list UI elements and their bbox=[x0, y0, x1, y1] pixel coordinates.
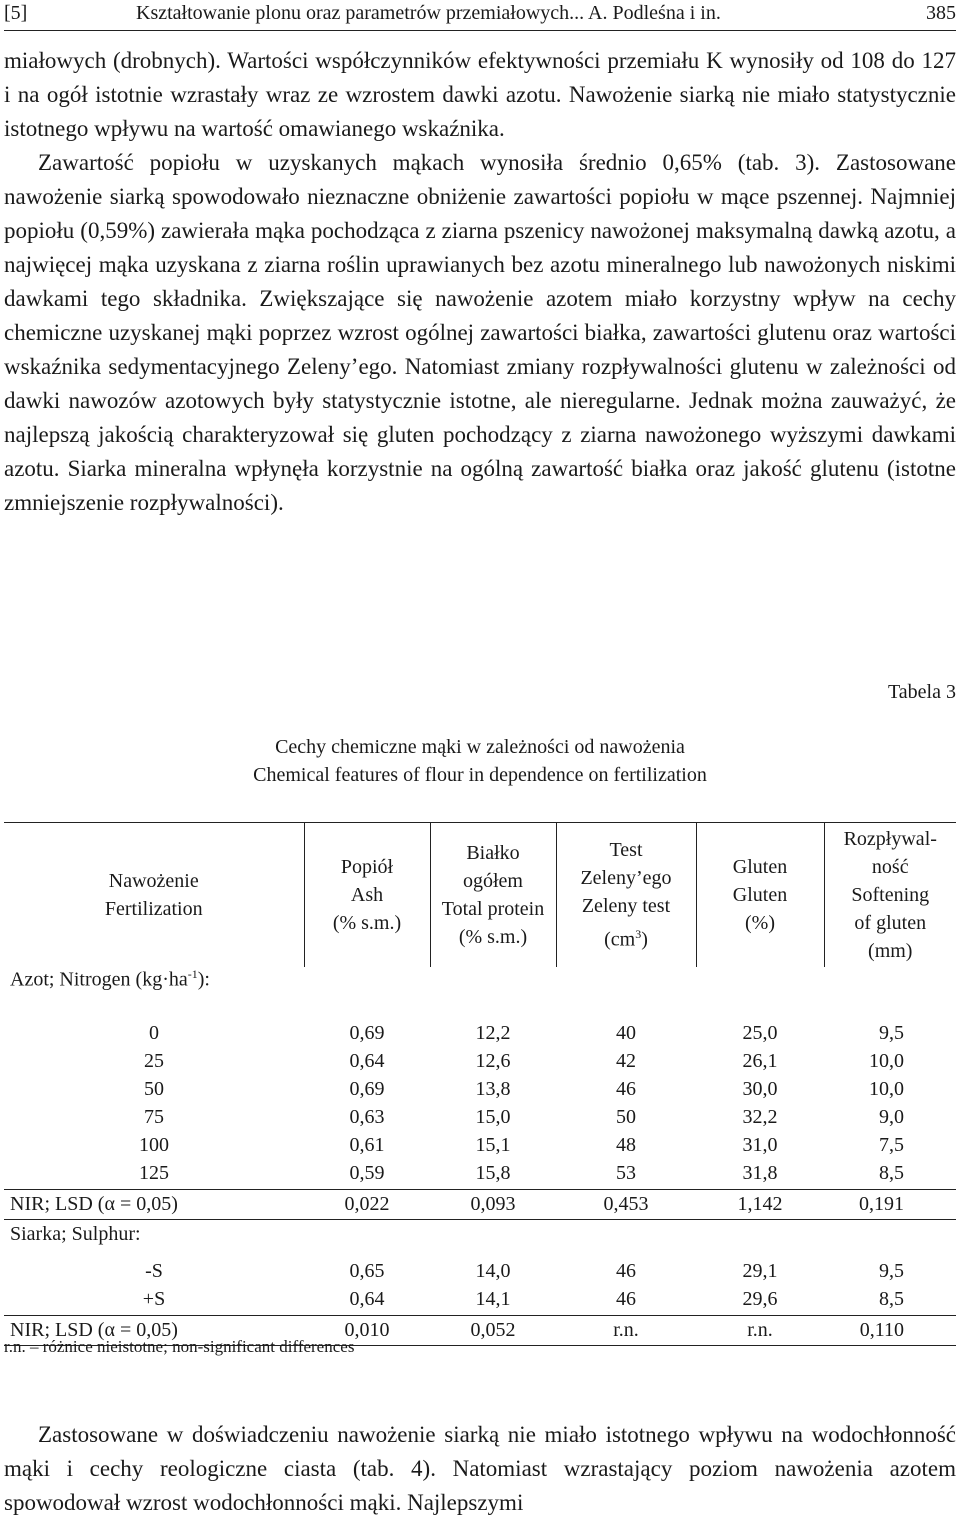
header-zeleny: Test Zeleny’ego Zeleny test $(cm^3)$ bbox=[556, 823, 696, 968]
paragraph: Zawartość popiołu w uzyskanych mąkach wynosiła średnio 0,65% (tab. 3). Zastosowane nawożenie siarką spowodowało nieznaczne obniżenie zawartości popiołu w mące pszennej. Najmniej popiołu (0,59%) zawierała mąka pochodząca z ziarna pszenicy nawożonej maksymalną dawką azotu, a najwięcej mąka uzyskana z ziarna roślin uprawianych bez azotu mineralnego lub nawożonych niskimi dawkami tego składnika. Zwiększające się nawożenie azotem miało korzystny wpływ na cechy chemiczne uzyskanej mąki poprzez wzrost ogólnej zawartości białka, zawartości glutenu oraz wartości wskaźnika sedymentacyjnego Zeleny’ego. Natomiast zmiany rozpływalności glutenu w zależności od dawki nawozów azotowych były statystycznie istotne, ale nieregularne. Jednak można zauważyć, że najlepszą jakością charakteryzował się gluten pochodzący z ziarna nawożonego wyższymi dawkami azotu. Siarka mineralna wpłynęła korzystnie na ogólną zawartość białka oraz jakość glutenu (istotne zmniejszenie rozpływalności). bbox=[4, 150, 956, 515]
table-row: 25 0,64 12,6 42 26,1 10,0 bbox=[144, 1049, 904, 1072]
page-header bbox=[4, 0, 956, 31]
section-number: [5] bbox=[4, 2, 28, 24]
paragraph: Zastosowane w doświadczeniu nawożenie siarką nie miało istotnego wpływu na wodochłonność mąki i cechy reologiczne ciasta (tab. 4). Natomiast wzrastający poziom nawożenia azotem spowodował wzrost wodochłonności mąki. Najlepszymi bbox=[4, 1422, 956, 1515]
header-ash: Popiół Ash (% s.m.) bbox=[304, 823, 430, 968]
nitrogen-label-row bbox=[4, 967, 956, 1003]
header-gluten: Gluten Gluten (%) bbox=[696, 823, 824, 968]
table-row: 75 0,63 15,0 50 32,2 9,0 bbox=[144, 1105, 904, 1128]
page-number: 385 bbox=[926, 2, 956, 24]
table-row: 50 0,69 13,8 46 30,0 10,0 bbox=[144, 1077, 904, 1100]
table-row: +S 0,64 14,1 46 29,6 8,5 bbox=[142, 1288, 904, 1311]
sulphur-label-row bbox=[4, 1219, 956, 1249]
body-text-bottom bbox=[4, 1418, 956, 1520]
lsd-row-sulphur: NIR; LSD (α = 0,05) 0,010 0,052 r.n. r.n. 0,110 bbox=[4, 1315, 956, 1345]
table-row: 0 0,69 12,2 40 25,0 9,5 bbox=[149, 1021, 904, 1044]
sulphur-label: Siarka; Sulphur: bbox=[4, 1219, 956, 1249]
header-protein: Białko ogółem Total protein (% s.m.) bbox=[430, 823, 556, 968]
header-softening: Rozpływal- ność Softening of gluten (mm) bbox=[824, 823, 956, 968]
lsd-label: NIR; LSD (α = 0,05) bbox=[4, 1315, 304, 1345]
table-number: Tabela 3 bbox=[887, 681, 956, 703]
table-footnote: r.n. – różnice nieistotne; non-significant differences bbox=[4, 1337, 355, 1356]
table-row: -S 0,65 14,0 46 29,1 9,5 bbox=[145, 1259, 904, 1282]
running-title: Kształtowanie plonu oraz parametrów przemiałowych... A. Podleśna i in. bbox=[136, 2, 721, 24]
header-fertilization: Nawożenie Fertilization bbox=[4, 823, 304, 968]
table-row: 125 0,59 15,8 53 31,8 8,5 bbox=[139, 1162, 904, 1185]
table-header-row bbox=[4, 823, 956, 968]
table-caption-pl: Cechy chemiczne mąki w zależności od nawożenia bbox=[275, 736, 685, 758]
table-row: 100 0,61 15,1 48 31,0 7,5 bbox=[139, 1133, 904, 1156]
body-text-top bbox=[4, 44, 956, 520]
table-caption-en: Chemical features of flour in dependence on fertilization bbox=[253, 764, 707, 786]
lsd-row-nitrogen: NIR; LSD (α = 0,05) 0,022 0,093 0,453 1,142 0,191 bbox=[4, 1189, 956, 1219]
chemical-features-table bbox=[4, 822, 956, 1346]
nitrogen-label: Azot; Nitrogen $(kg\cdot ha^{-1})$: bbox=[10, 967, 210, 991]
lsd-label: NIR; LSD (α = 0,05) bbox=[4, 1189, 304, 1219]
paragraph: miałowych (drobnych). Wartości współczynników efektywności przemiału K wynosiły od 108 do 127 i na ogół istotnie wzrastały wraz ze wzrostem dawki azotu. Nawożenie siarką nie miało statystycznie istotnego wpływu na wartość omawianego wskaźnika. bbox=[4, 48, 956, 141]
